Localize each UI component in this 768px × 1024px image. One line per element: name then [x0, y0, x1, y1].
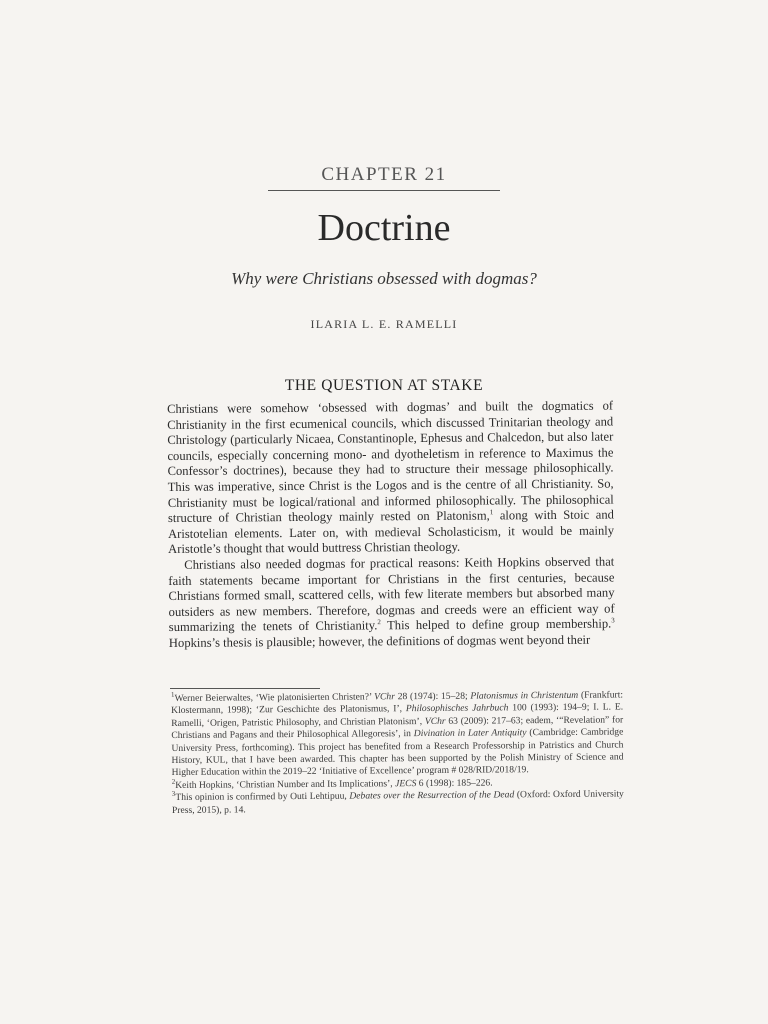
italic-run: Philosophisches Jahrbuch: [405, 702, 509, 715]
text-run: Christians also needed dogmas for practical reasons: Keith Hopkins observed that faith statements became important for Christians in the first centuries, because Christians formed small, scattered cells, with few literate members but absorbed many outsiders as new members. Therefore, dogmas and creeds were an efficient way of summarizing the tenets of Christianity.: [168, 554, 615, 635]
italic-run: Debates over the Resurrection of the Dead: [349, 789, 515, 802]
italic-run: Platonismus in Christentum: [470, 689, 579, 702]
text-run: 63 (2009): 217–63; eadem, ‘“Revelation” for Christians and Pagans and their Philosophical Allegoresis’, in: [171, 714, 624, 742]
text-run: (Oxford: Oxford University Press, 2015), p. 14.: [171, 788, 624, 816]
footnotes: [171, 689, 624, 817]
text-run: 28 (1974): 15–28;: [394, 690, 471, 703]
text-run: Keith Hopkins, ‘Christian Number and Its Implications’,: [175, 778, 396, 791]
footnote: [171, 689, 624, 779]
footnote-divider: [170, 688, 320, 689]
footnote-number: 1: [170, 690, 175, 699]
text-run: Christians were somehow ‘obsessed with dogmas’ and built the dogmatics of Christianity in the first ecumenical councils, which discussed Trinitarian theology and Christology (particularly Nicaea, Constantinople, Ephesus and Chalcedon, but also later councils, especially concerning mono- and dyotheletism in reference to Maximus the Confessor’s doctrines), because they had to structure their message philosophically. This was imperative, since Christ is the Logos and is the centre of all Christianity. So, Christianity must be logical/rational and informed philosophically. The philosophical structure of Christian theology mainly rested on Platonism,: [167, 398, 614, 526]
text-run: Hopkins’s thesis is plausible; however, the definitions of dogmas went beyond their: [168, 632, 591, 650]
footnote: [172, 789, 624, 817]
text-run: (Cambridge: Cambridge University Press, forthcoming). This project has benefited from a Research Professorship in Patristics and Church History, KUL, that I have been awarded. This chapter has been supported by the Polish Ministry of Science and Higher Education within the 2019–22 ‘Initiative of Excellence’ program # 028/RID/2018/19.: [171, 726, 624, 779]
text-run: 100 (1993): 194–9; I. L. E. Ramelli, ‘Origen, Patristic Philosophy, and Christian Platonism’,: [171, 701, 624, 729]
italic-run: JECS: [395, 777, 417, 790]
footnote-ref: 2: [377, 618, 381, 627]
chapter-divider: [268, 190, 500, 191]
italic-run: Divination in Later Antiquity: [413, 727, 527, 740]
chapter-label: CHAPTER 21: [321, 164, 447, 185]
text-run: This opinion is confirmed by Outi Lehtipuu,: [175, 790, 350, 804]
text-run: Werner Beierwaltes, ‘Wie platonisierten Christen?’: [174, 691, 375, 704]
body-text: [167, 398, 615, 651]
chapter-author: ILARIA L. E. RAMELLI: [310, 317, 458, 331]
footnote-number: 3: [171, 790, 176, 799]
italic-run: VChr: [424, 715, 446, 727]
footnote-ref: 3: [611, 616, 615, 625]
text-run: This helped to define group membership.: [380, 616, 612, 633]
text-run: (Frankfurt: Klostermann, 1998); ‘Zur Geschichte des Platonismus, I’,: [171, 689, 624, 717]
chapter-title: Doctrine: [317, 207, 451, 249]
footnote-number: 2: [171, 777, 176, 786]
chapter-subtitle: Why were Christians obsessed with dogmas?: [231, 269, 537, 288]
body-paragraph: [167, 398, 614, 557]
body-paragraph: [168, 554, 615, 651]
footnote-ref: 1: [489, 508, 494, 517]
italic-run: VChr: [374, 691, 395, 703]
section-heading: THE QUESTION AT STAKE: [284, 377, 484, 394]
text-run: 6 (1998): 185–226.: [416, 777, 493, 789]
text-run: along with Stoic and Aristotelian elements. Later on, with medieval Scholasticism, it would be mainly Aristotle’s thought that would buttress Christian theology.: [167, 507, 615, 557]
